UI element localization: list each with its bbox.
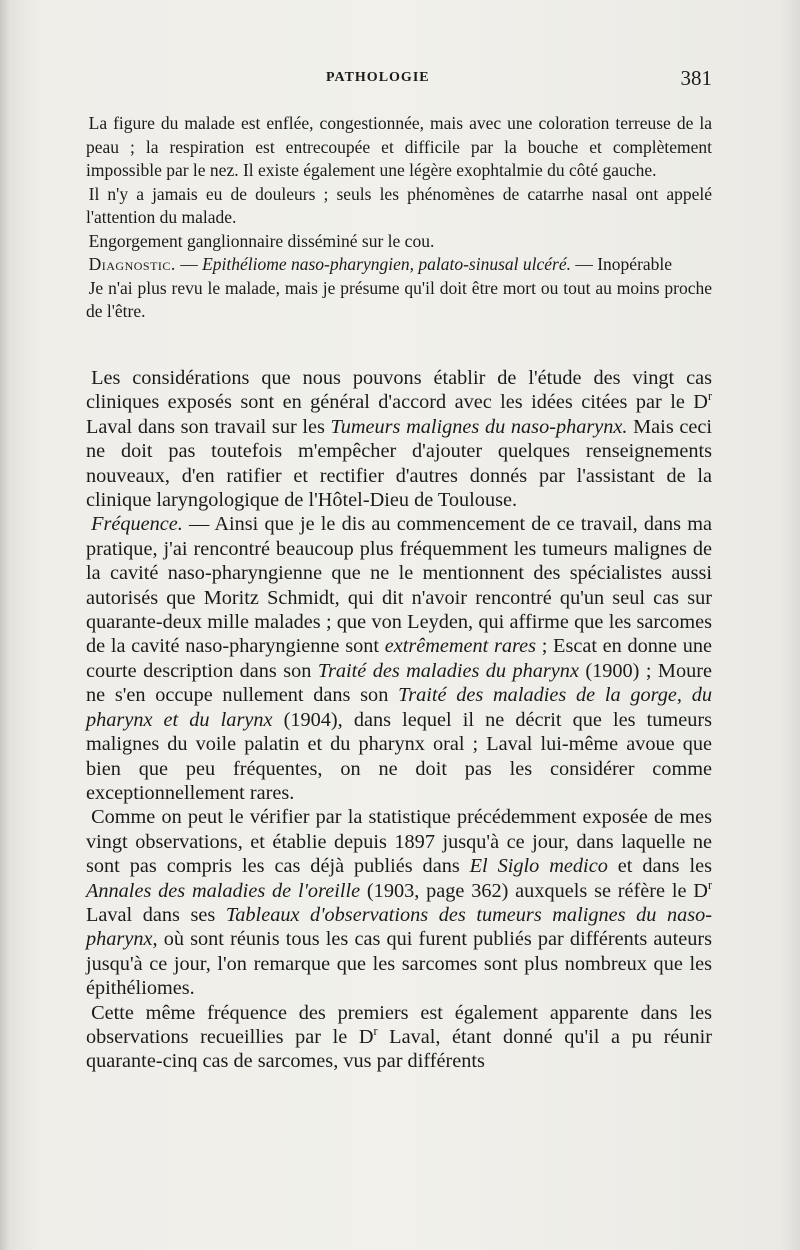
paragraph	[86, 512, 712, 805]
text-segment: —	[175, 254, 203, 274]
superscript: r	[373, 1024, 378, 1039]
italic-title: Traité des maladies du pharynx	[317, 659, 579, 682]
page-header	[86, 66, 712, 96]
paragraph: Il n'y a jamais eu de douleurs ; seuls les phénomènes de catarrhe nasal ont appelé l'attention du malade.	[86, 183, 712, 227]
text-segment: ; Escat en donne une courte description dans son	[86, 635, 712, 682]
text-segment: Comme on peut le vérifier par la statistique précédemment exposée de mes vingt observations, et établie depuis 1897 jusqu'à ce jour, dans laquelle ne sont pas compris les cas déjà publiés dans	[86, 806, 712, 878]
italic-title: Tumeurs malignes du naso-pharynx.	[330, 415, 628, 438]
text-segment: Mais ceci ne doit pas toutefois m'empêcher d'ajouter quelques renseignements nouveaux, d'en ratifier et rectifier d'autres donnés par l'assistant de la clinique laryngologique de l'Hôtel-Dieu de Toulouse.	[86, 415, 713, 512]
text-segment: — Ainsi que je le dis au commencement de ce travail, dans ma pratique, j'ai rencontré beaucoup plus fréquemment les tumeurs malignes de la cavité naso-pharyngienne que ne le mentionnent des spécialistes aussi autorisés que Moritz Schmidt, qui dit n'avoir rencontré qu'un seul cas sur quarante-deux mille malades ; que von Leyden, qui affirme que les sarcomes de la cavité naso-pharyngienne sont	[86, 513, 712, 658]
running-title: PATHOLOGIE	[326, 70, 430, 85]
superscript: r	[707, 389, 712, 404]
section-label: Fréquence.	[91, 513, 183, 536]
paragraph: Je n'ai plus revu le malade, mais je présume qu'il doit être mort ou tout au moins proche de l'être.	[86, 277, 712, 321]
discussion-section	[86, 366, 712, 1074]
italic-title: Tableaux d'observations des tumeurs malignes du naso-pharynx	[86, 903, 713, 951]
text-segment: (1904), dans lequel il ne décrit que les tumeurs malignes du voile palatin et du pharynx oral ; Laval lui-même avoue que bien que peu fréquentes, on ne doit pas les considérer comme exceptionnellement rares.	[86, 708, 712, 804]
text-segment: Laval, étant donné qu'il a pu réunir quarante-cinq cas de sarcomes, vus par différents	[86, 1025, 713, 1073]
paragraph	[86, 805, 712, 1000]
case-report-section	[86, 112, 712, 324]
paragraph: Engorgement ganglionnaire disséminé sur le cou.	[88, 230, 435, 251]
text-segment: (1903, page 362) auxquels se réfère le D	[360, 879, 708, 902]
italic-title: Traité des maladies de la gorge, du pharynx et du larynx	[86, 684, 712, 731]
text-segment: et dans les	[607, 855, 713, 878]
italic-text: extrêmement rares	[384, 635, 537, 658]
paragraph: La figure du malade est enflée, congestionnée, mais avec une coloration terreuse de la peau ; la respiration est entrecoupée et difficile par la bouche et complètement impossible par le nez. Il existe également une légère exophtalmie du côté gauche.	[86, 113, 712, 180]
diagnosis-text: Epithéliome naso-pharyngien, palato-sinusal ulcéré.	[202, 254, 571, 274]
text-segment: , où sont réunis tous les cas qui furent publiés par différents auteurs jusqu'à ce jour, l'on remarque que les sarcomes sont plus nombreux que les épithéliomes.	[86, 928, 712, 1000]
paragraph	[86, 366, 712, 512]
paragraph	[86, 1001, 712, 1074]
italic-title: El Siglo medico	[469, 855, 608, 878]
text-segment: Laval dans ses	[86, 903, 226, 926]
text-segment: (1900) ; Moure ne s'en occupe nullement dans son	[86, 659, 712, 707]
text-segment: Laval dans son travail sur les	[86, 415, 331, 438]
superscript: r	[707, 877, 712, 892]
text-segment: Cette même fréquence des premiers est également apparente dans les observations recueillies par le D	[86, 1001, 712, 1048]
diagnostic-label: Diagnostic.	[88, 254, 176, 274]
page-number: 381	[680, 66, 712, 90]
text-segment: Les considérations que nous pouvons établir de l'étude des vingt cas cliniques exposés sont en général d'accord avec les idées citées par le D	[86, 367, 712, 414]
diagnostic-paragraph	[86, 253, 712, 277]
text-segment: — Inopérable	[570, 254, 673, 274]
italic-title: Annales des maladies de l'oreille	[86, 879, 361, 902]
